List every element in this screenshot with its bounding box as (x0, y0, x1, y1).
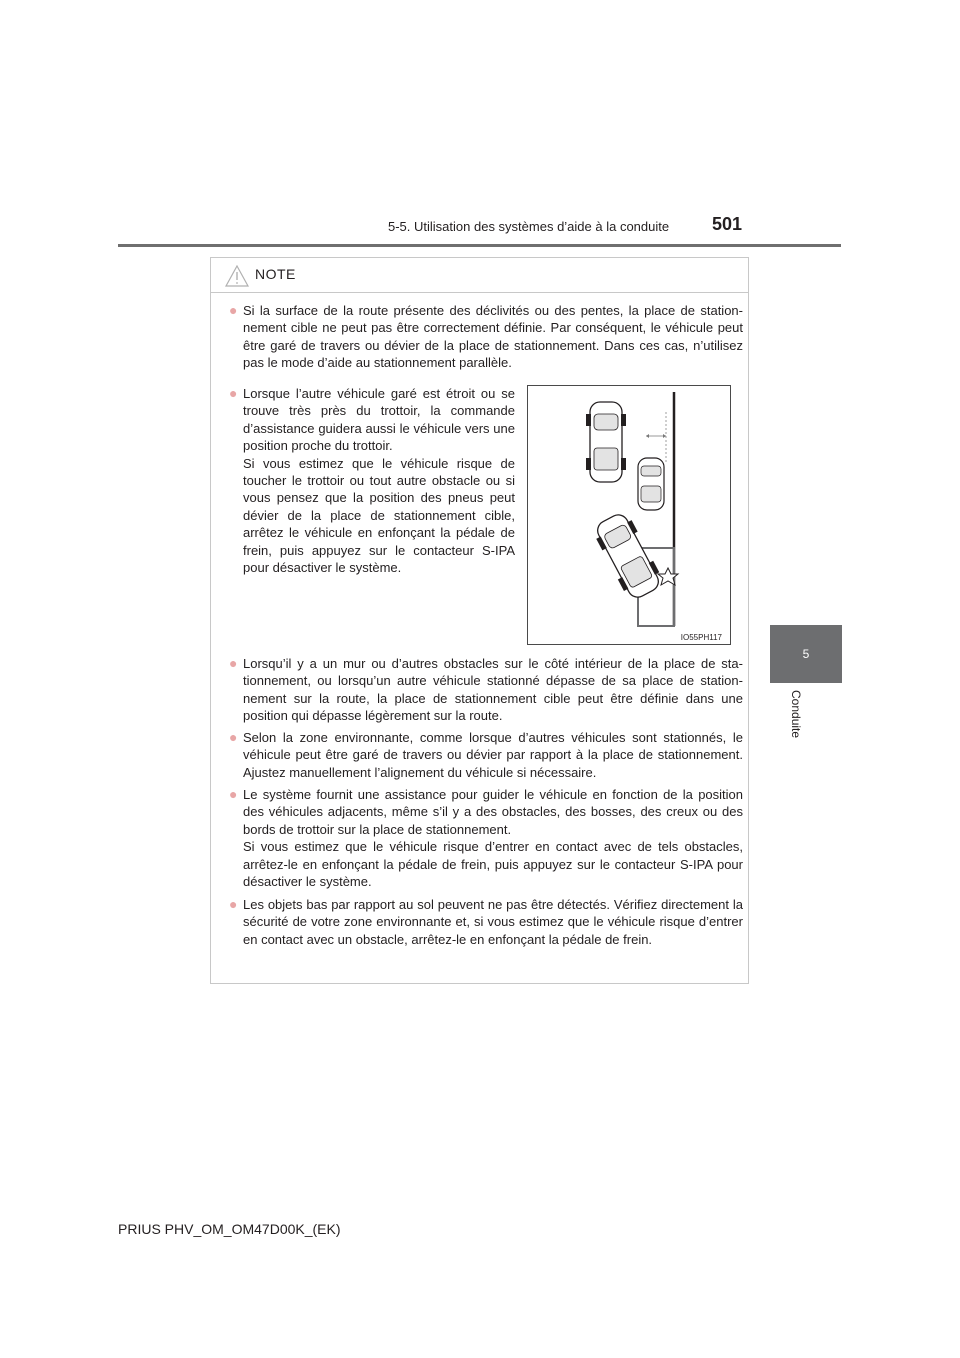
bullet-text: Lorsque l’autre véhicule garé est étroit ou se trouve très près du trottoir, la commande d’assistance guidera aussi le véhicule vers une position proche du trottoir. (243, 386, 515, 454)
bullet-dot-icon: ● (229, 786, 238, 802)
bullet-dot-icon: ● (229, 385, 238, 401)
bullet-text-continued: Si vous estimez que le véhicule risque d’entrer en contact avec de tels obstacles, arrêtez-le en enfonçant la pédale de frein, puis appuyez sur le contacteur S-IPA pour désactiver le système. (243, 839, 743, 890)
note-header (211, 258, 748, 293)
maneuvering-car-icon (591, 510, 666, 603)
bullet-text: Les objets bas par rapport au sol peuvent ne pas être détectés. Vérifiez directement la sécurité de votre zone environnante et, si vous estimez que le véhicule risque d’entrer en contact avec un obstacle, arrêtez-le en enfonçant la pédale de frein. (243, 897, 743, 947)
header-section-title: 5-5. Utilisation des systèmes d’aide à la conduite (388, 219, 670, 234)
bullet-text-continued: Si vous estimez que le véhicule risque de toucher le trottoir ou tout autre obstacle ou si vous pensez que la position des pneus peut dévier de la place de stationnement cible, arrêtez le véhicule en enfonçant la pédale de frein, puis appuyez sur le contacteur S-IPA pour désactiver le système. (243, 455, 515, 576)
warning-triangle-icon (225, 265, 249, 287)
chapter-tab[interactable] (770, 625, 842, 683)
note-bullet-1 (229, 302, 743, 372)
bullet-text: Lorsqu’il y a un mur ou d’autres obstacles sur le côté intérieur de la place de stationnement, ou lorsqu’un autre véhicule stationné dépasse de sa place de stationnement sur la route, la place de stationnement cible peut être définie dans une position qui dépasse légèrement sur la route. (243, 656, 743, 724)
bullet-text: Le système fournit une assistance pour guider le véhicule en fonction de la position des véhicules adjacents, même s’il y a des obstacles, des bosses, des creux ou des bords de trottoir sur la place de stationnement. (243, 787, 743, 837)
note-title: NOTE (255, 266, 296, 282)
parked-car-large-icon (586, 402, 626, 482)
bullet-text: Selon la zone environnante, comme lorsque d’autres véhicules sont stationnés, le véhicule peut être garé de travers ou dévier par rapport à la place de stationnement. Ajustez manuellement l’alignement du véhicule si nécessaire. (243, 730, 743, 780)
bullet-dot-icon: ● (229, 896, 238, 912)
parking-diagram (528, 386, 730, 644)
chapter-label: Conduite (789, 690, 803, 739)
parking-illustration (527, 385, 731, 645)
page-number: 501 (712, 214, 743, 234)
bullet-dot-icon: ● (229, 655, 238, 671)
header-rule (118, 244, 841, 247)
bullet-dot-icon: ● (229, 302, 238, 318)
parked-car-narrow-icon (638, 458, 664, 510)
bullet-text: Si la surface de la route présente des déclivités ou des pentes, la place de stationnement cible ne peut pas être correctement définie. Par conséquent, le véhicule peut être garé de travers ou dévier de la place de stationnement. Dans ces cas, n’utilisez pas le mode d’aide au stationnement parallèle. (243, 303, 743, 371)
bullet-dot-icon: ● (229, 729, 238, 745)
figure-code: IO55PH117 (680, 633, 722, 642)
note-bullet-6 (229, 896, 743, 948)
note-bullet-3 (229, 655, 743, 725)
note-bullet-5 (229, 786, 743, 890)
note-box (210, 257, 749, 984)
note-bullet-2 (229, 385, 515, 576)
chapter-number: 5 (802, 647, 810, 661)
footer-doc-code: PRIUS PHV_OM_OM47D00K_(EK) (118, 1221, 341, 1237)
note-bullet-4 (229, 729, 743, 781)
